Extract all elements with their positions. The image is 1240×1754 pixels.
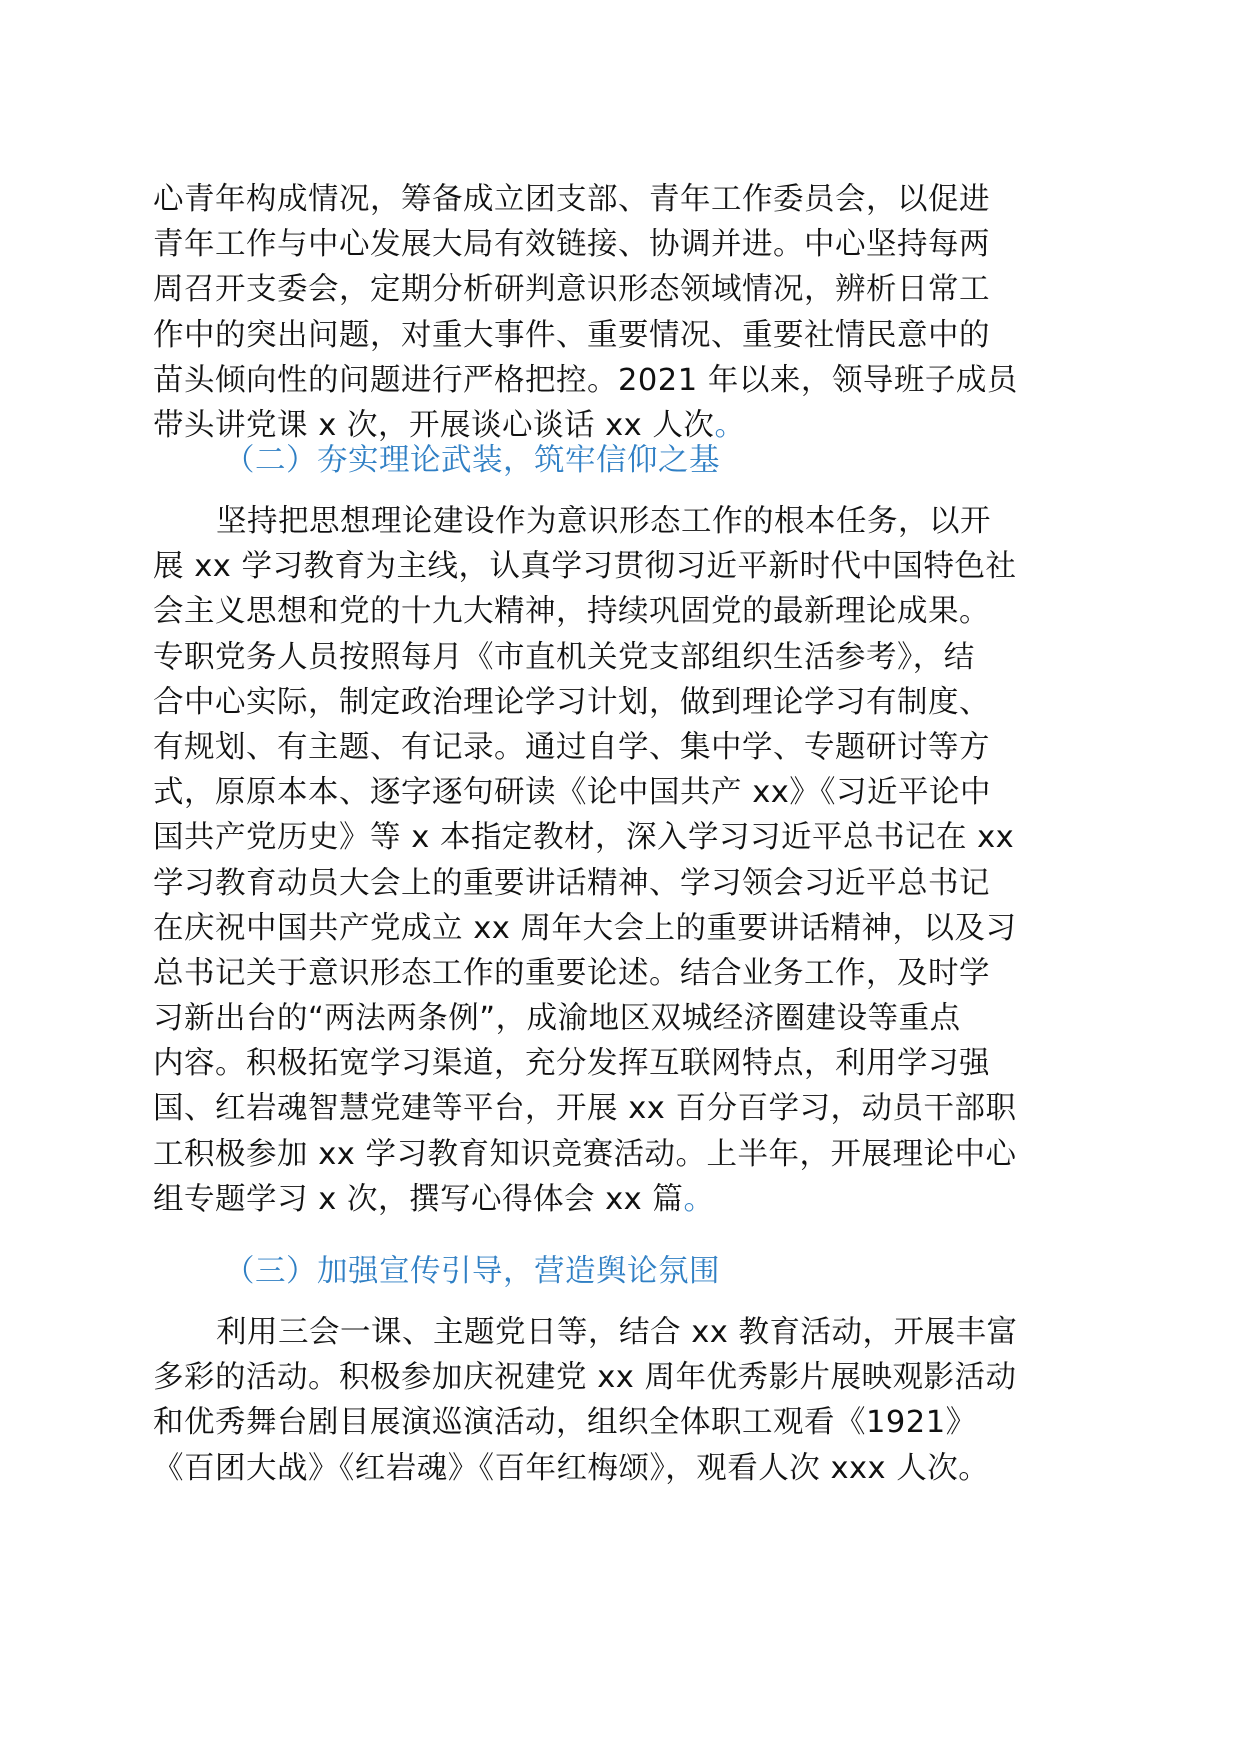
- text-line: 在庆祝中国共产党成立 xx 周年大会上的重要讲话精神，以及习: [153, 910, 1017, 946]
- text-line: 利用三会一课、主题党日等，结合 xx 教育活动，开展丰富: [216, 1315, 1018, 1350]
- text-line: 坚持把思想理论建设作为意识形态工作的根本任务，以开: [216, 504, 991, 539]
- text-line: 会主义思想和党的十九大精神，持续巩固党的最新理论成果。: [153, 594, 990, 630]
- text-line: 习新出台的“两法两条例”，成渝地区双城经济圈建设等重点: [153, 1001, 961, 1037]
- text-line: 工积极参加 xx 学习教育知识竞赛活动。上半年，开展理论中心: [153, 1136, 1017, 1172]
- text-line: 作中的突出问题，对重大事件、重要情况、重要社情民意中的: [153, 317, 990, 353]
- text-line: 多彩的活动。积极参加庆祝建党 xx 周年优秀影片展映观影活动: [153, 1360, 1017, 1396]
- text-line: 总书记关于意识形态工作的重要论述。结合业务工作，及时学: [153, 955, 990, 991]
- text-line: 专职党务人员按照每月《市直机关党支部组织生活参考》，结: [153, 639, 975, 675]
- text-line: 青年工作与中心发展大局有效链接、协调并进。中心坚持每两: [153, 227, 990, 263]
- text-line: 学习教育动员大会上的重要讲话精神、学习领会习近平总书记: [153, 865, 990, 901]
- text-line: 《百团大战》《红岩魂》《百年红梅颂》，观看人次 xxx 人次。: [153, 1450, 990, 1486]
- text-line: 合中心实际，制定政治理论学习计划，做到理论学习有制度、: [153, 684, 990, 720]
- text-line: 式，原原本本、逐字逐句研读《论中国共产 xx》《习近平论中: [153, 775, 992, 811]
- section2-heading-block: [153, 438, 1088, 483]
- section3-heading-block: [153, 1249, 1088, 1294]
- text-line-content: 带头讲党课 x 次，开展谈心谈话 xx 人次: [153, 407, 715, 443]
- text-line: 国、红岩魂智慧党建等平台，开展 xx 百分百学习，动员干部职: [153, 1091, 1017, 1127]
- text-line-last: [153, 1177, 1088, 1222]
- section-heading: （二）夯实理论武装，筑牢信仰之基: [224, 443, 720, 478]
- paragraph-section1-tail: [153, 177, 1088, 448]
- paragraph-section3: [153, 1310, 1088, 1491]
- end-mark: 。: [714, 407, 746, 443]
- text-line: 周召开支委会，定期分析研判意识形态领域情况，辨析日常工: [153, 272, 990, 308]
- text-line-content: 组专题学习 x 次，撰写心得体会 xx 篇: [153, 1181, 684, 1217]
- end-mark: 。: [683, 1181, 715, 1217]
- text-line: 苗头倾向性的问题进行严格把控。2021 年以来，领导班子成员: [153, 362, 1018, 398]
- text-line: 内容。积极拓宽学习渠道，充分发挥互联网特点，利用学习强: [153, 1046, 990, 1082]
- text-line: 国共产党历史》等 x 本指定教材，深入学习习近平总书记在 xx: [153, 820, 1015, 856]
- text-line: 和优秀舞台剧目展演巡演活动，组织全体职工观看《1921》: [153, 1405, 977, 1441]
- paragraph-section2: [153, 499, 1088, 1222]
- text-line: 展 xx 学习教育为主线，认真学习贯彻习近平新时代中国特色社: [153, 549, 1017, 585]
- text-line: 有规划、有主题、有记录。通过自学、集中学、专题研讨等方: [153, 729, 990, 765]
- text-line: 心青年构成情况，筹备成立团支部、青年工作委员会，以促进: [153, 182, 990, 217]
- section-heading: （三）加强宣传引导，营造舆论氛围: [224, 1254, 720, 1289]
